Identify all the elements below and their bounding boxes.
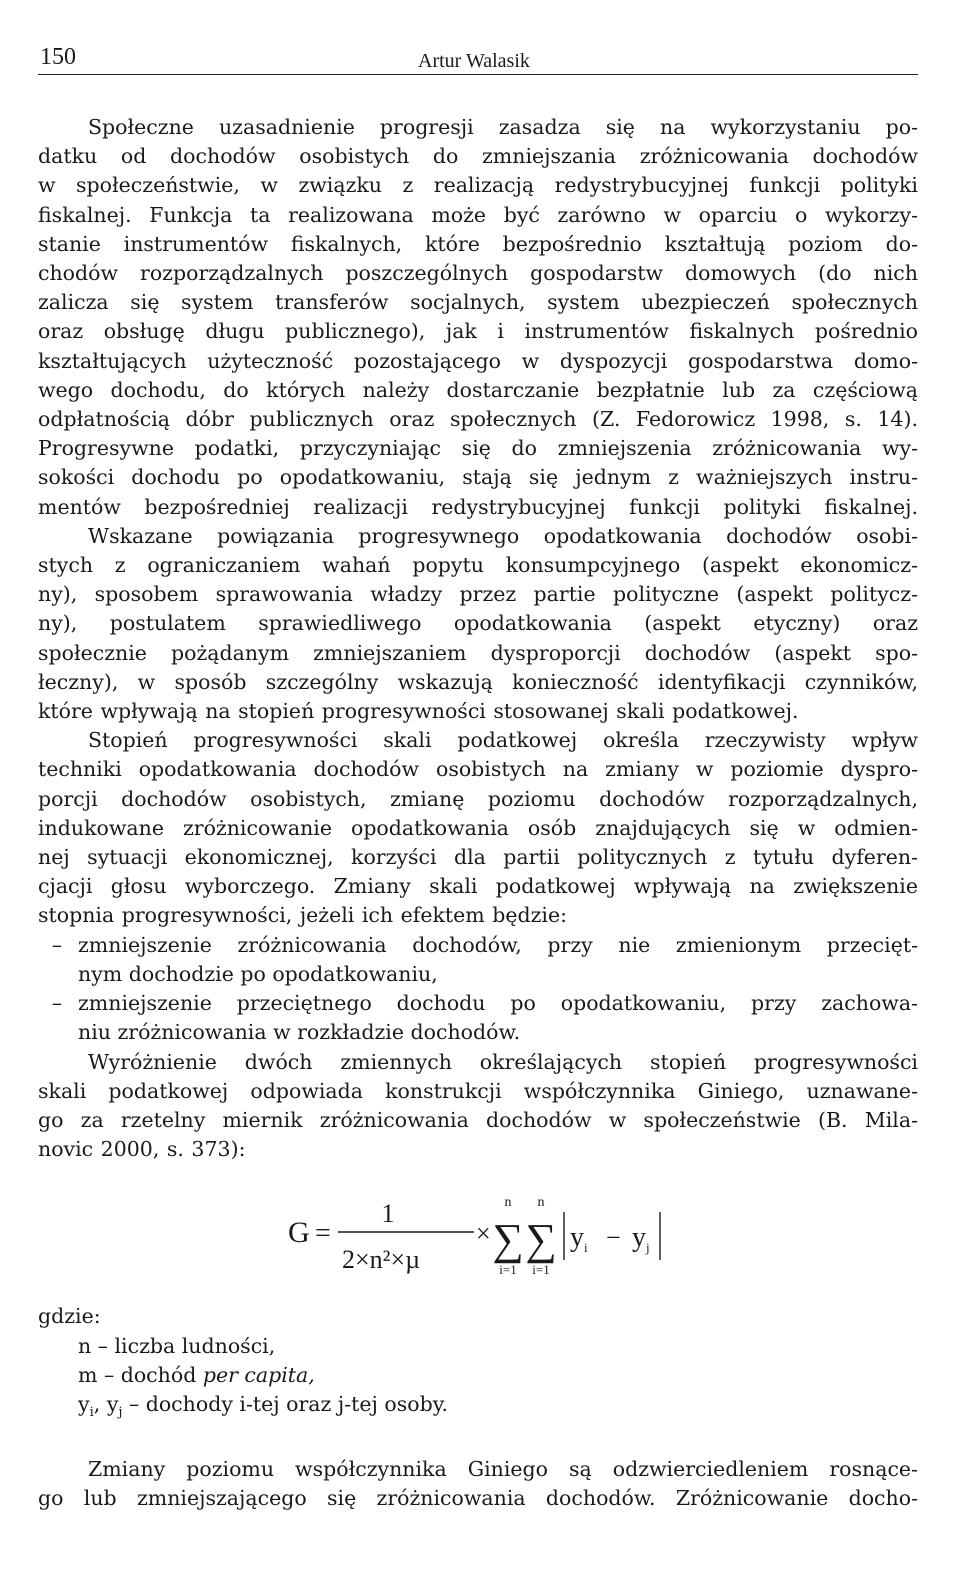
sum-symbol-2: ∑ <box>525 1215 557 1265</box>
paragraph-2 <box>38 522 918 726</box>
text-line: datku od dochodów osobistych do zmniejszania zróżnicowania dochodów <box>38 144 918 169</box>
formula-numerator: 1 <box>381 1199 395 1229</box>
text-line: wego dochodu, do których należy dostarczanie bezpłatnie lub za częściową <box>38 377 918 402</box>
list-item-line: zmniejszenie zróżnicowania dochodów, przy nie zmienionym przecięt- <box>78 932 918 957</box>
paragraph-4 <box>38 1048 918 1165</box>
legend-y-text: – dochody i-tej oraz j-tej osoby. <box>122 1391 449 1416</box>
text-line: kształtujących użyteczność pozostającego w dyspozycji gospodarstwa domo- <box>38 348 918 373</box>
legend-head: gdzie: <box>38 1304 101 1329</box>
formula-sub-j: j <box>646 1240 650 1256</box>
formula-legend <box>38 1302 918 1427</box>
legend-y-sep: , <box>93 1391 107 1416</box>
text-line: Wskazane powiązania progresywnego opodatkowania dochodów osobi- <box>88 523 918 548</box>
formula-lhs: G <box>288 1216 310 1250</box>
legend-n: n – liczba ludności, <box>78 1333 276 1358</box>
list-item <box>38 989 918 1047</box>
text-line: cjacji głosu wyborczego. Zmiany skali podatkowej wpływają na zwiększenie <box>38 874 918 899</box>
paragraph-1 <box>38 113 918 522</box>
legend-m-prefix: m – dochód <box>78 1362 203 1387</box>
text-line: oraz obsługę długu publicznego), jak i instrumentów fiskalnych pośrednio <box>38 319 918 344</box>
text-line: mentów bezpośredniej realizacji redystrybucyjnej funkcji polityki fiskalnej. <box>38 494 918 519</box>
dash-bullet: – <box>51 932 62 957</box>
text-line: go za rzetelny miernik zróżnicowania dochodów w społeczeństwie (B. Mila- <box>38 1107 918 1132</box>
text-line: społecznie pożądanym zmniejszaniem dysproporcji dochodów (aspekt spo- <box>38 640 918 665</box>
list-item <box>38 931 918 989</box>
legend-m-italic: per capita, <box>202 1362 315 1387</box>
legend-m <box>38 1361 918 1390</box>
text-line: Zmiany poziomu współczynnika Giniego są odzwierciedleniem rosnące- <box>88 1457 918 1482</box>
text-line: zalicza się system transferów socjalnych, system ubezpieczeń społecznych <box>38 290 918 315</box>
formula-y-i: y <box>570 1222 584 1254</box>
text-line: które wpływają na stopień progresywności stosowanej skali podatkowej. <box>38 699 799 724</box>
text-line: stanie instrumentów fiskalnych, które bezpośrednio kształtują poziom do- <box>38 231 918 256</box>
text-line: fiskalnej. Funkcja ta realizowana może być zarówno w oparciu o wykorzy- <box>38 202 918 227</box>
text-line: stych z ograniczaniem wahań popytu konsumpcyjnego (aspekt ekonomicz- <box>38 553 918 578</box>
text-line: Społeczne uzasadnienie progresji zasadza się na wykorzystaniu po- <box>88 115 918 139</box>
text-line: odpłatnością dóbr publicznych oraz społecznych (Z. Fedorowicz 1998, s. 14). <box>38 407 918 432</box>
text-line: ny), sposobem sprawowania władzy przez partie polityczne (aspekt politycz- <box>38 582 918 607</box>
text-line: stopnia progresywności, jeżeli ich efektem będzie: <box>38 903 568 928</box>
sum-lower-2: i=1 <box>532 1262 550 1278</box>
legend-y-sub-j: j <box>118 1405 123 1421</box>
text-line: techniki opodatkowania dochodów osobistych na zmiany w poziomie dyspro- <box>38 757 918 782</box>
text-line: go lub zmniejszającego się zróżnicowania dochodów. Zróżnicowanie docho- <box>38 1486 918 1511</box>
gini-formula <box>38 1184 918 1288</box>
legend-y-letter-2: y <box>106 1391 119 1416</box>
formula-svg <box>38 1184 918 1288</box>
text-line: łeczny), w sposób szczególny wskazują konieczność identyfikacji czynników, <box>38 669 918 694</box>
list-item-line: zmniejszenie przeciętnego dochodu po opodatkowaniu, przy zachowa- <box>78 991 918 1016</box>
body-text <box>38 113 918 1514</box>
formula-times: × <box>476 1219 491 1249</box>
text-line: novic 2000, s. 373): <box>38 1137 246 1162</box>
paragraph-5 <box>38 1455 918 1513</box>
text-line: ny), postulatem sprawiedliwego opodatkowania (aspekt etyczny) oraz <box>38 611 918 636</box>
sum-upper-2: n <box>537 1195 545 1211</box>
dash-bullet: – <box>51 991 62 1016</box>
list-item-line: niu zróżnicowania w rozkładzie dochodów. <box>78 1020 521 1045</box>
text-line: skali podatkowej odpowiada konstrukcji współczynnika Giniego, uznawane- <box>38 1078 918 1103</box>
paragraph-3 <box>38 726 918 930</box>
formula-sub-i: i <box>584 1240 588 1256</box>
formula-minus: − <box>606 1223 621 1253</box>
text-line: nej sytuacji ekonomicznej, korzyści dla partii politycznych z tytułu dyferen- <box>38 845 918 870</box>
running-header <box>38 44 918 75</box>
running-author: Artur Walasik <box>418 50 530 72</box>
formula-y-j: y <box>632 1222 646 1254</box>
list-item-line: nym dochodzie po opodatkowaniu, <box>78 961 438 986</box>
text-line: w społeczeństwie, w związku z realizacją redystrybucyjnej funkcji polityki <box>38 173 918 198</box>
legend-y-letter: y <box>78 1391 90 1416</box>
text-line: Stopień progresywności skali podatkowej określa rzeczywisty wpływ <box>88 728 918 753</box>
legend-y <box>38 1390 918 1427</box>
text-line: porcji dochodów osobistych, zmianę poziomu dochodów rozporządzalnych, <box>38 786 918 811</box>
legend-y-sub-i: i <box>89 1405 94 1421</box>
sum-symbol-1: ∑ <box>492 1215 524 1265</box>
bullet-list <box>38 931 918 1048</box>
sum-upper-1: n <box>504 1195 512 1211</box>
sum-lower-1: i=1 <box>499 1262 517 1278</box>
formula-equals: = <box>315 1218 331 1250</box>
page-number: 150 <box>40 44 76 70</box>
formula-denominator: 2×n²×µ <box>342 1245 421 1275</box>
text-line: chodów rozporządzalnych poszczególnych gospodarstw domowych (do nich <box>38 261 918 286</box>
text-line: Progresywne podatki, przyczyniając się do zmniejszenia zróżnicowania wy- <box>38 436 918 461</box>
text-line: Wyróżnienie dwóch zmiennych określających stopień progresywności <box>88 1049 918 1074</box>
text-line: indukowane zróżnicowanie opodatkowania osób znajdujących się w odmien- <box>38 815 918 840</box>
text-line: sokości dochodu po opodatkowaniu, stają się jednym z ważniejszych instru- <box>38 465 918 490</box>
